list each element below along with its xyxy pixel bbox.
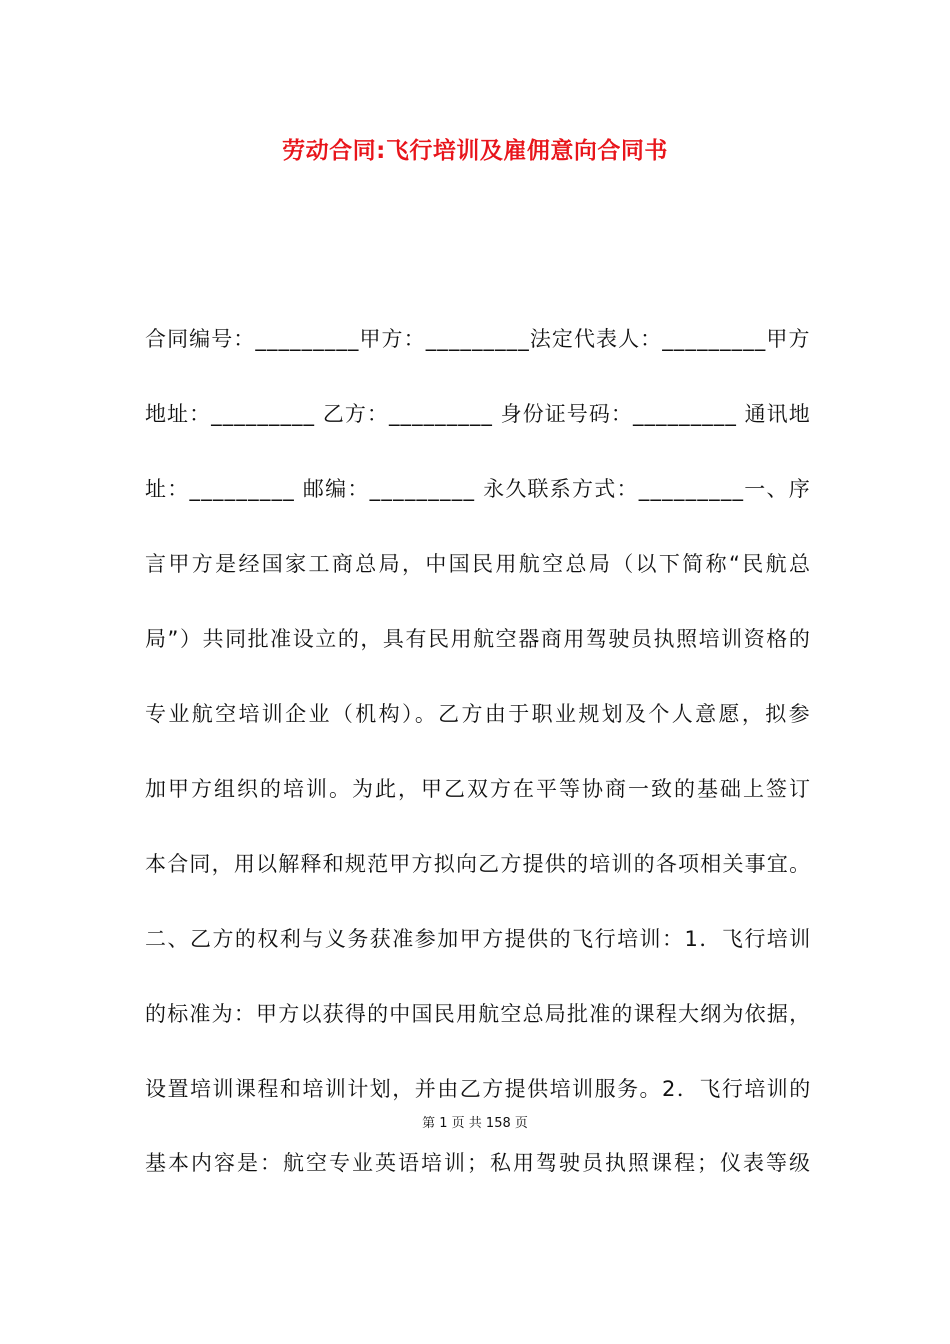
- document-title: 劳动合同:飞行培训及雇佣意向合同书: [282, 138, 668, 164]
- page-number-footer: 第 1 页 共 158 页: [422, 1116, 528, 1131]
- body-line-8: 本合同，用以解释和规范甲方拟向乙方提供的培训的各项相关事宜。: [145, 852, 812, 876]
- body-line-5: 局”）共同批准设立的，具有民用航空器商用驾驶员执照培训资格的: [145, 627, 812, 651]
- body-line-2: 地址：_________ 乙方：_________ 身份证号码：_________ 通讯地: [145, 402, 811, 426]
- body-line-9: 二、乙方的权利与义务获准参加甲方提供的飞行培训：1．飞行培训: [145, 927, 812, 951]
- body-line-6: 专业航空培训企业（机构）。乙方由于职业规划及个人意愿，拟参: [145, 702, 812, 726]
- body-line-10: 的标准为：甲方以获得的中国民用航空总局批准的课程大纲为依据，: [145, 1002, 812, 1026]
- body-line-11: 设置培训课程和培训计划，并由乙方提供培训服务。2．飞行培训的: [145, 1077, 812, 1101]
- body-line-3: 址：_________ 邮编：_________ 永久联系方式：_________一、序: [145, 477, 811, 501]
- body-line-7: 加甲方组织的培训。为此，甲乙双方在平等协商一致的基础上签订: [145, 777, 812, 801]
- body-line-1: 合同编号：_________甲方：_________法定代表人：_________甲方: [145, 327, 811, 351]
- body-line-4: 言甲方是经国家工商总局，中国民用航空总局（以下简称“民航总: [145, 552, 813, 576]
- body-line-12: 基本内容是：航空专业英语培训；私用驾驶员执照课程；仪表等级: [145, 1151, 812, 1175]
